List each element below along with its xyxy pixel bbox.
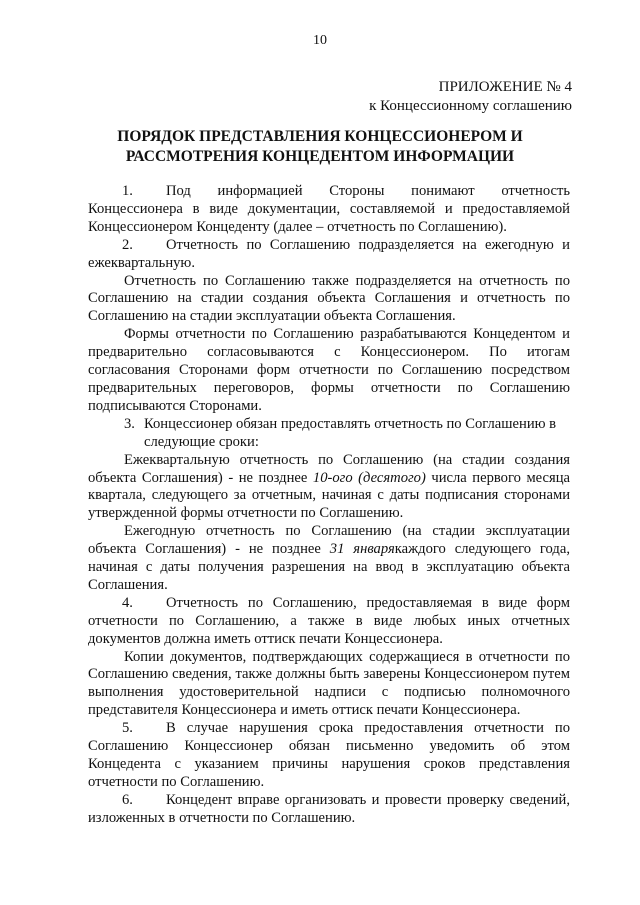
paragraph-text: Концедент вправе организовать и провести проверку сведений, изложенных в отчетности по Соглашению. [88, 791, 570, 826]
paragraph-1 [88, 183, 570, 237]
paragraph-4 [88, 595, 570, 649]
title-line-1: ПОРЯДОК ПРЕДСТАВЛЕНИЯ КОНЦЕССИОНЕРОМ И [117, 128, 523, 145]
paragraph-text: Под информацией Стороны понимают отчетность Концессионера в виде документации, составляемой и предоставляемой Концессионером Концеденту (далее – отчетность по Соглашению). [88, 183, 570, 235]
paragraph-text: Отчетность по Соглашению, предоставляемая в виде форм отчетности по Соглашению, а также в виде любых иных отчетных документов должна иметь оттиск печати Концессионера. [88, 594, 570, 647]
paragraph-6 [88, 792, 570, 828]
paragraph-text: В случае нарушения срока предоставления отчетности по Соглашению Концессионер обязан письменно уведомить об этом Концедента с указанием причины нарушения сроков представления отчетности по Соглашению. [88, 720, 570, 790]
document-title [60, 127, 580, 167]
paragraph-2 [88, 237, 570, 273]
paragraph-3-quarterly: Ежеквартальную отчетность по Соглашению (на стадии создания объекта Соглашения) - не позднее 10-ого (десятого) числа первого месяца квартала, следующего за отчетным, начиная с даты подписания сторонами утвержденной формы отчетности по Соглашению. [88, 451, 570, 522]
paragraph-number: 1. [122, 183, 133, 199]
paragraph-text: Отчетность по Соглашению подразделяется на ежегодную и ежеквартальную. [88, 236, 570, 271]
paragraph-2-continued: Отчетность по Соглашению также подразделяется на отчетность по Соглашению на стадии создания объекта Соглашения и отчетность по Соглашению на стадии эксплуатации объекта Соглашения. [88, 272, 570, 325]
paragraph-4-copies: Копии документов, подтверждающих содержащиеся в отчетности по Соглашению сведения, также должны быть заверены Концессионером путем выполнения удостоверительной надписи с подписью полномочного представителя Концессионера и иметь оттиск печати Концессионера. [88, 648, 570, 719]
appendix-heading [369, 78, 572, 116]
appendix-reference: к Концессионному соглашению [369, 98, 572, 114]
deadline-emphasis: 10-ого (десятого) [312, 469, 426, 486]
paragraph-number: 4. [122, 594, 133, 611]
paragraph-number: 6. [122, 791, 133, 808]
paragraph-3 [88, 416, 570, 452]
paragraph-2-forms: Формы отчетности по Соглашению разрабатываются Концедентом и предварительно согласовываются с Концессионером. По итогам согласования Сторонами форм отчетности по Соглашению посредством предварительных переговоров, формы отчетности по Соглашению подписываются Сторонами. [88, 326, 570, 414]
paragraph-number: 5. [122, 720, 133, 737]
paragraph-5 [88, 720, 570, 792]
paragraph-3-annual: Ежегодную отчетность по Соглашению (на стадии эксплуатации объекта Соглашения) - не позднее 31 январякаждого следующего года, начиная с даты получения разрешения на ввод в эксплуатацию объекта Соглашения. [88, 523, 570, 593]
page-number: 10 [313, 33, 327, 48]
paragraph-number: 2. [122, 236, 133, 253]
deadline-emphasis: 31 января [329, 541, 395, 558]
title-line-2: РАССМОТРЕНИЯ КОНЦЕДЕНТОМ ИНФОРМАЦИИ [125, 148, 515, 165]
paragraph-text: Концессионер обязан предоставлять отчетность по Соглашению в следующие сроки: [144, 415, 557, 450]
appendix-label: ПРИЛОЖЕНИЕ № 4 [438, 79, 572, 95]
document-body [88, 183, 570, 828]
paragraph-number: 3. [124, 415, 135, 432]
